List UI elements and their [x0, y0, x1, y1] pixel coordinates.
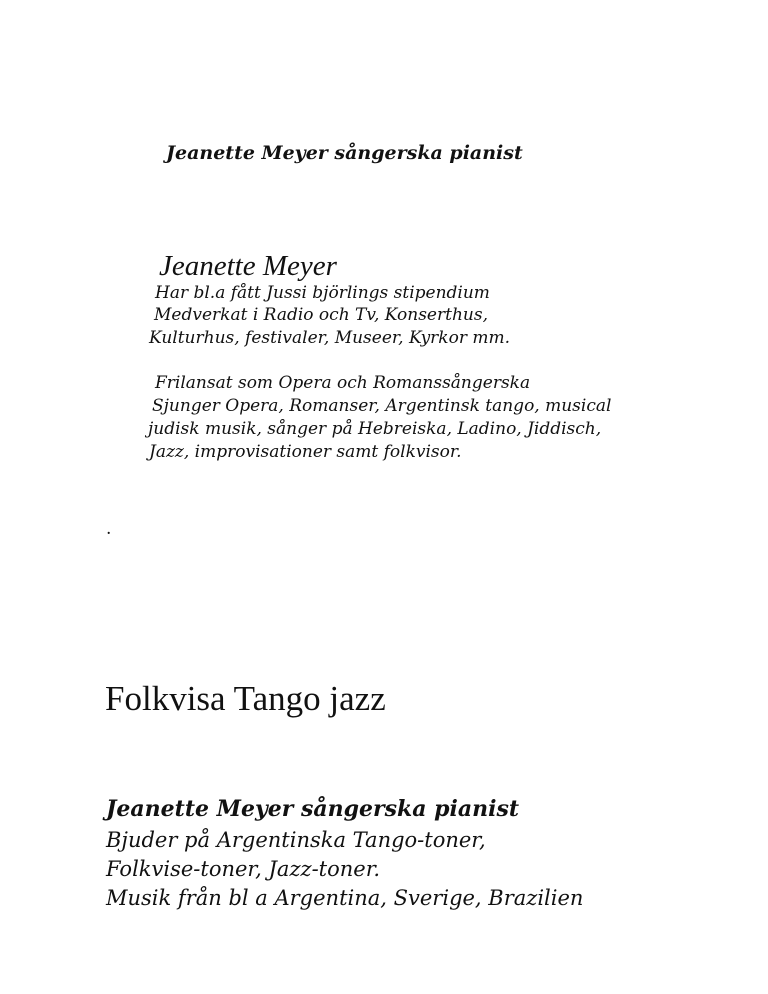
bio-line: Medverkat i Radio och Tv, Konserthus,: [154, 305, 488, 325]
promo-line: Bjuder på Argentinska Tango-toner,: [106, 828, 486, 852]
freelance-line: Frilansat som Opera och Romanssångerska: [155, 373, 531, 393]
promo-line: Musik från bl a Argentina, Sverige, Brazilien: [106, 886, 584, 910]
artist-name: Jeanette Meyer: [159, 250, 337, 282]
freelance-line: Sjunger Opera, Romanser, Argentinsk tango, musical: [152, 396, 612, 416]
freelance-line: Jazz, improvisationer samt folkvisor.: [149, 442, 462, 462]
section-heading: Folkvisa Tango jazz: [105, 679, 386, 718]
promo-line: Folkvise-toner, Jazz-toner.: [106, 857, 381, 881]
bio-line: Kulturhus, festivaler, Museer, Kyrkor mm.: [149, 328, 511, 348]
bio-line: Har bl.a fått Jussi björlings stipendium: [155, 283, 490, 303]
page-header-title: Jeanette Meyer sångerska pianist: [166, 142, 523, 164]
freelance-line: judisk musik, sånger på Hebreiska, Ladino, Jiddisch,: [148, 419, 602, 439]
separator-dot: .: [106, 519, 112, 539]
promo-title: Jeanette Meyer sångerska pianist: [106, 796, 520, 822]
